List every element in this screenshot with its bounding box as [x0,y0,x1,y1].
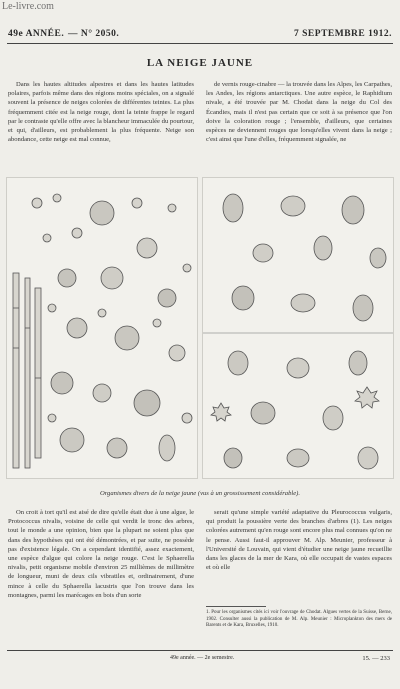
header-rule [7,43,393,44]
watermark-logo: Le-livre.com [2,1,54,12]
figure-caption: Organismes divers de la neige jaune (vus à un grossissement considérable). [99,490,301,497]
plate-right [202,177,394,479]
illustration-organisms-left [7,178,197,478]
plate-left [6,177,198,479]
paragraph: Dans les hautes altitudes alpestres et dans les hautes latitudes polaires, parfois même dans des régions moins spéciales, on a signalé souvent la présence de neiges colorées de différentes teintes. La plus fréquemment citée est la neige rouge, dont la teinte frappe le regard par le contraste qu'elle offre avec la blancheur immaculée du pourtour, et qui, d'ailleurs, est probablement la plus fréquente. Neige son abondance, cette neige est mal connue, [8,81,194,144]
paragraph: serait qu'une simple variété adaptative du Pleurococcus vulgaris, qui produit la poussière verte des branches d'arbres (1). Les neiges colorées autrement qu'en rouge sont encore plus mal connues qu'on ne le pense. Aussi faut-il approuver M. Alp. Meunier, professeur à l'Université de Louvain, qui vient d'étudier une neige jaune recueillie dans les glaces de la mer de Kara, où elle occupait de vastes espaces et où elle [206,509,392,572]
article-title: LA NEIGE JAUNE [146,57,254,69]
footnote-rule [206,606,266,607]
page-header [8,27,392,41]
column-1-bottom [8,508,194,650]
column-2-bottom [206,508,392,604]
paragraph: de vernis rouge-cinabre — la trouvée dans les Alpes, les Carpathes, les Andes, les régions antarctiques. Une autre espèce, le Raphidium nivale, a été trouvée par M. Chodat dans la neige du Col des Écandies, mais il n'est pas certain que ce soit à sa présence que l'on doive la coloration rouge ; l'ensemble, d'ailleurs, que certaines espèces ne deviennent rouges que lorsqu'elles vivent dans la neige ; c'est ainsi que l'une d'elles, fréquemment signalée, ne [206,81,392,144]
page-footer [200,655,390,662]
date-label: 7 SEPTEMBRE 1912. [294,29,392,39]
year-label: 49e ANNÉE. [8,29,65,39]
page-number: 15. — 233 [362,655,390,662]
footnote: 1. Pour les organismes cités ici voir l'ouvrage de Chodat. Algues vertes de la Suisse, Berne, 1902. Consulter aussi la publication de M. Alp. Meunier : Microplankton des mers de Barents et de Kara, Bruxelles, 1910. [206,610,392,628]
paragraph: On croit à tort qu'il est aisé de dire qu'elle était due à une algue, le Protococcus nivalis, voisine de celle qui verdit le tronc des arbres, tout le monde a une opinion, bien que la plupart ne soient plus que dans des hypothèses qui ont été démontrées, et par suite, ne possède pas d'existence légale. On a cependant identifié, assez exactement, une espèce d'algue qui colore la neige rouge. C'est le Sphaerella nivalis, petit organisme mobile d'environ 25 millièmes de millimètre de longueur, muni de deux cils vibratiles et, ordinairement, d'une mince à celle du Sphaerella lacustris que l'on trouve dans les montagnes, parmi les marécages en bois d'un sorte [8,509,194,599]
footer-volume: 49e année. — 2e semestre. [170,655,235,661]
column-1-top [8,80,194,172]
illustration-organisms-right [203,178,393,478]
figure-plates [6,177,394,483]
footer-rule [7,650,393,651]
issue-number: — N° 2050. [68,29,120,39]
column-2-top [206,80,392,172]
